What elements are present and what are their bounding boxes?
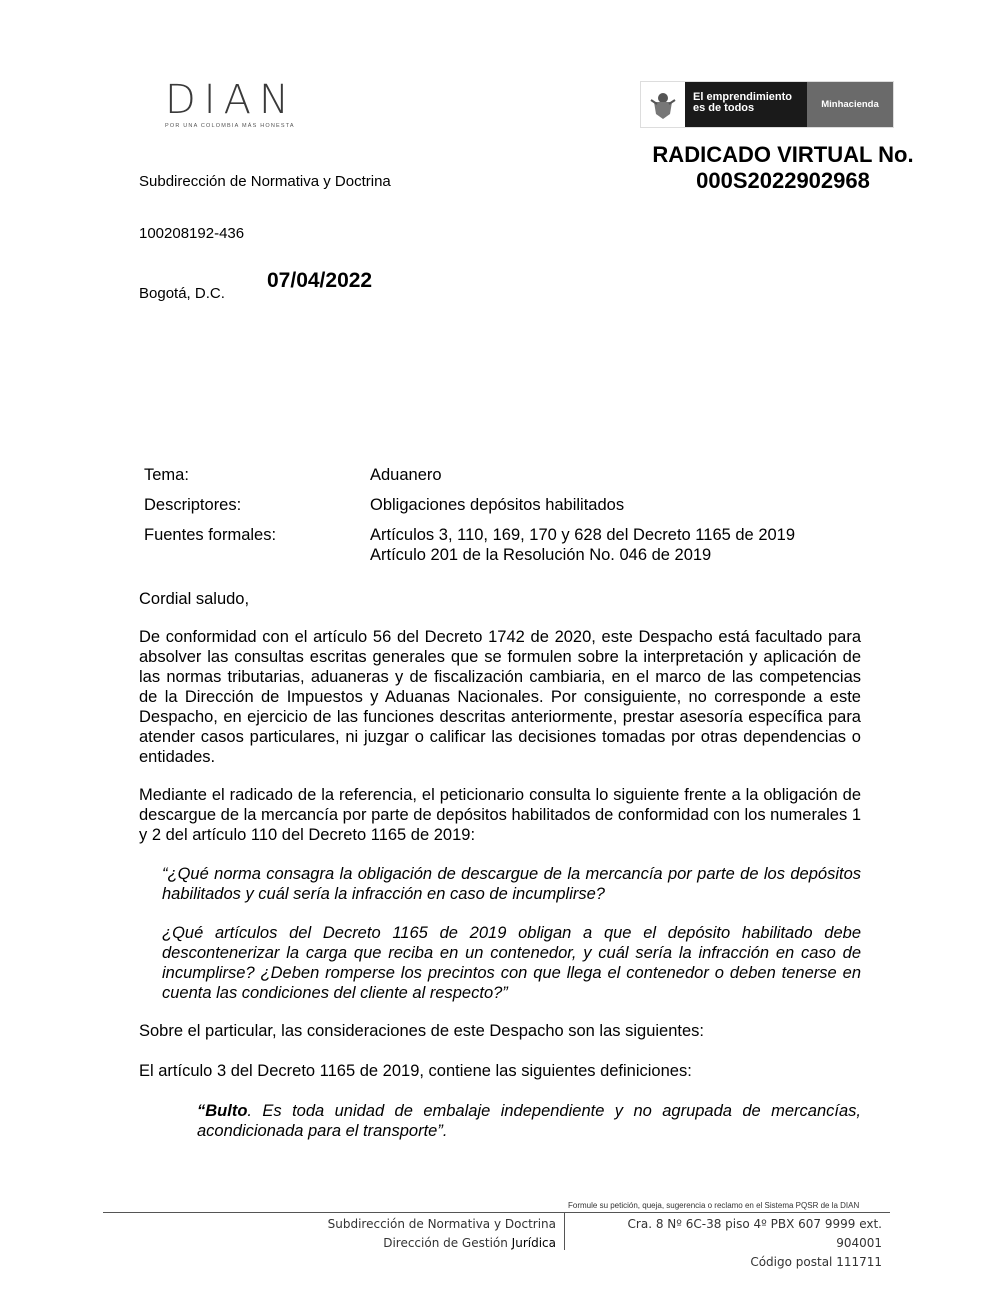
paragraph-2: Mediante el radicado de la referencia, el peticionario consulta lo siguiente frente a la obligación de descargue de la mercancía por parte de depósitos habilitados de conformidad con los numerales 1 y 2 del artículo 110 del Decreto 1165 de 2019: <box>139 786 861 844</box>
definition-term: “Bulto <box>197 1102 248 1120</box>
fuentes-value-1: Artículos 3, 110, 169, 170 y 628 del Decreto 1165 de 2019 <box>370 526 796 544</box>
dian-logo <box>165 77 325 129</box>
banner-line-1: El emprendimiento <box>693 91 793 103</box>
fuentes-row <box>144 525 795 565</box>
dian-logo-text: DIAN <box>165 77 297 123</box>
footer-address <box>582 1215 882 1272</box>
descriptores-row <box>144 495 795 525</box>
tema-value: Aduanero <box>370 466 442 484</box>
footer-office-line-2 <box>328 1234 556 1253</box>
footer-direction-label: Dirección de Gestión <box>383 1236 512 1250</box>
radicado-value: 000S2022902968 <box>696 168 870 193</box>
tema-row <box>144 465 795 495</box>
descriptores-value: Obligaciones depósitos habilitados <box>370 496 625 514</box>
banner-ministry: Minhacienda <box>807 82 893 127</box>
banner-slogan <box>685 82 807 127</box>
fuentes-label: Fuentes formales: <box>144 526 277 544</box>
quoted-question-1: “¿Qué norma consagra la obligación de descargue de la mercancía por parte de los depósitos habilitados y cuál sería la infracción en caso de incumplirse? <box>162 865 861 903</box>
dian-logo-tagline: POR UNA COLOMBIA MÁS HONESTA <box>165 123 295 129</box>
footer-address-line-1: Cra. 8 Nº 6C-38 piso 4º PBX 607 9999 ext. 904001 <box>627 1217 882 1250</box>
footer-divider <box>103 1212 890 1213</box>
footer-vertical-divider <box>564 1213 565 1250</box>
descriptores-label: Descriptores: <box>144 496 242 514</box>
subject-table <box>144 465 795 565</box>
footer-office <box>328 1215 556 1253</box>
paragraph-1: De conformidad con el artículo 56 del Decreto 1742 de 2020, este Despacho está facultado para absolver las consultas escritas generales que se formulen sobre la interpretación y aplicación de las normas tributarias, aduaneras y de fiscalización cambiaria, en el marco de las competencias de la Dirección de Impuestos y Aduanas Nacionales. Por consiguiente, no corresponde a este Despacho, en ejercicio de las funciones descritas anteriormente, prestar asesoría específica para atender casos particulares, ni juzgar o calificar las decisiones tomadas por otras dependencias o entidades. <box>139 628 861 766</box>
radicado-number <box>618 142 948 194</box>
quoted-question-2: ¿Qué artículos del Decreto 1165 de 2019 obligan a que el depósito habilitado debe descontenerizar la carga que reciba en un contenedor, y cuál sería la infracción en caso de incumplirse? ¿Deben romperse los precintos con que llega el contenedor o deben tenerse en cuenta las condiciones del cliente al respecto?” <box>162 924 861 1002</box>
fuentes-value-2: Artículo 201 de la Resolución No. 046 de 2019 <box>370 546 712 564</box>
coat-of-arms-icon <box>641 82 685 127</box>
fuentes-value <box>370 525 795 565</box>
office-name: Subdirección de Normativa y Doctrina <box>139 173 391 190</box>
city: Bogotá, D.C. <box>139 285 225 302</box>
banner-line-2: es de todos <box>693 102 755 114</box>
footer-office-line-1: Subdirección de Normativa y Doctrina <box>327 1217 556 1231</box>
footer-postal-code: Código postal 111711 <box>750 1255 882 1269</box>
government-banner <box>640 81 894 128</box>
definition-bulto <box>197 1101 861 1141</box>
greeting: Cordial saludo, <box>139 590 250 608</box>
footer-pqsr-note: Formule su petición, queja, sugerencia o reclamo en el Sistema PQSR de la DIAN <box>568 1201 860 1210</box>
tema-label: Tema: <box>144 466 189 484</box>
paragraph-4: El artículo 3 del Decreto 1165 de 2019, contiene las siguientes definiciones: <box>139 1062 692 1080</box>
radicado-label: RADICADO VIRTUAL No. <box>652 142 914 167</box>
paragraph-3: Sobre el particular, las consideraciones de este Despacho son las siguientes: <box>139 1022 704 1040</box>
footer-juridica: Jurídica <box>511 1236 556 1250</box>
definition-text: . Es toda unidad de embalaje independiente y no agrupada de mercancías, acondicionada para el transporte”. <box>197 1102 861 1140</box>
reference-number: 100208192-436 <box>139 225 245 242</box>
letter-date: 07/04/2022 <box>267 269 373 292</box>
